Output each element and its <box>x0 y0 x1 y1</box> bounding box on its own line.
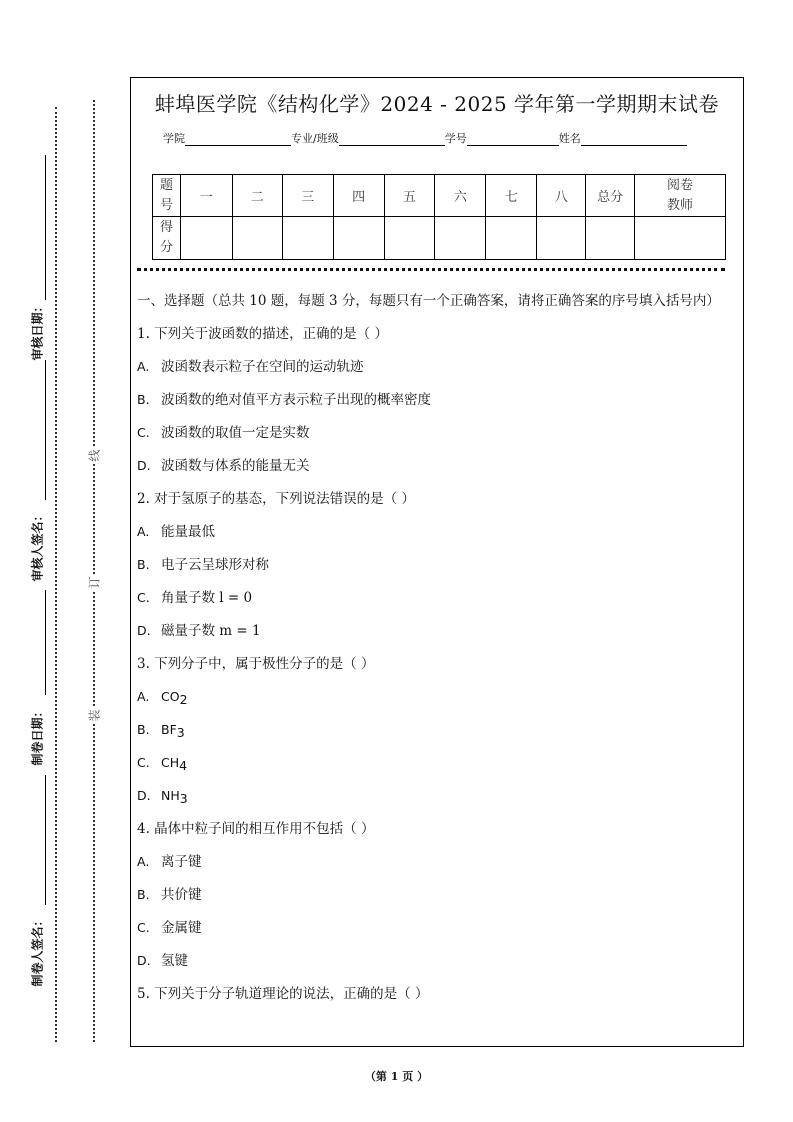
column-2: 二 <box>232 175 282 217</box>
dotted-separator <box>137 268 725 271</box>
score-cell-4[interactable] <box>333 217 384 260</box>
outer-dotted-line <box>55 107 57 1042</box>
column-total: 总分 <box>586 175 635 217</box>
exam-frame <box>130 77 744 1047</box>
bind-char-line: 线 <box>87 449 102 462</box>
score-table <box>152 174 726 260</box>
paper-date-label: 制卷日期： <box>30 704 45 766</box>
reviewer-header: 阅卷 教师 <box>635 175 726 217</box>
option-c: C. 金属键 <box>137 920 202 936</box>
option-a: A. $CO_2$ <box>137 689 188 707</box>
column-7: 七 <box>486 175 537 217</box>
question-stem: 1. 下列关于波函数的描述，正确的是（ ） <box>137 326 388 342</box>
review-date-label: 审核日期： <box>30 299 45 361</box>
score-cell-1[interactable] <box>180 217 232 260</box>
major-class-label: 专业/班级 <box>291 132 339 145</box>
student-id-field[interactable] <box>467 133 559 146</box>
score-cell-total[interactable] <box>586 217 635 260</box>
bind-char-bind: 装 <box>87 709 102 722</box>
score-row <box>153 217 726 260</box>
option-b: B. $BF_3$ <box>137 722 185 740</box>
option-b: B. 共价键 <box>137 887 202 903</box>
question-section <box>137 290 733 1016</box>
exam-title: 蚌埠医学院《结构化学》2024 - 2025 学年第一学期期末试卷 <box>154 92 720 116</box>
major-class-field[interactable] <box>339 133 445 146</box>
question-stem: 3. 下列分子中，属于极性分子的是（ ） <box>137 656 375 672</box>
section-heading: 一、选择题（总共 10 题，每题 3 分，每题只有一个正确答案，请将正确答案的序号填入括号内） <box>137 293 720 309</box>
column-8: 八 <box>537 175 586 217</box>
college-label: 学院 <box>163 132 185 145</box>
reviewer-cell[interactable] <box>635 217 726 260</box>
score-cell-2[interactable] <box>232 217 282 260</box>
option-a: A. 能量最低 <box>137 524 215 540</box>
signature-line <box>45 590 46 695</box>
column-5: 五 <box>384 175 435 217</box>
option-c: C. $CH_4$ <box>137 755 188 773</box>
name-label: 姓名 <box>558 132 581 145</box>
score-cell-5[interactable] <box>384 217 435 260</box>
page-number: （第 1 页 ） <box>364 1070 429 1083</box>
score-cell-6[interactable] <box>435 217 486 260</box>
inner-dotted-line <box>93 100 95 1042</box>
signature-line <box>45 775 46 905</box>
question-stem: 4. 晶体中粒子间的相互作用不包括（ ） <box>137 821 375 837</box>
question-number-row <box>153 175 726 217</box>
column-6: 六 <box>435 175 486 217</box>
student-info-row <box>163 130 687 146</box>
question-stem: 5. 下列关于分子轨道理论的说法，正确的是（ ） <box>137 986 429 1002</box>
signature-line <box>45 155 46 300</box>
reviewer-signature-label: 审核人签名： <box>30 508 45 582</box>
option-d: D. 波函数与体系的能量无关 <box>137 458 310 474</box>
option-a: A. 离子键 <box>137 854 202 870</box>
option-d: D. $NH_3$ <box>137 788 188 806</box>
signature-line <box>45 360 46 500</box>
option-a: A. 波函数表示粒子在空间的运动轨迹 <box>137 359 364 375</box>
option-c: C. 波函数的取值一定是实数 <box>137 425 310 441</box>
option-b: B. 波函数的绝对值平方表示粒子出现的概率密度 <box>137 392 431 408</box>
score-cell-7[interactable] <box>486 217 537 260</box>
score-cell-3[interactable] <box>282 217 333 260</box>
column-3: 三 <box>282 175 333 217</box>
student-id-label: 学号 <box>444 132 467 145</box>
question-number-header: 题 号 <box>153 175 181 217</box>
question-stem: 2. 对于氢原子的基态，下列说法错误的是（ ） <box>137 491 415 507</box>
column-4: 四 <box>333 175 384 217</box>
option-d: D. 磁量子数 m = 1 <box>137 623 261 639</box>
college-field[interactable] <box>185 133 291 146</box>
option-d: D. 氢键 <box>137 953 188 969</box>
paper-maker-signature-label: 制卷人签名： <box>30 913 45 987</box>
option-b: B. 电子云呈球形对称 <box>137 557 269 573</box>
bind-char-staple: 订 <box>87 576 102 589</box>
option-c: C. 角量子数 l = 0 <box>137 590 253 606</box>
score-cell-8[interactable] <box>537 217 586 260</box>
score-header: 得 分 <box>153 217 181 260</box>
column-1: 一 <box>180 175 232 217</box>
name-field[interactable] <box>581 133 687 146</box>
